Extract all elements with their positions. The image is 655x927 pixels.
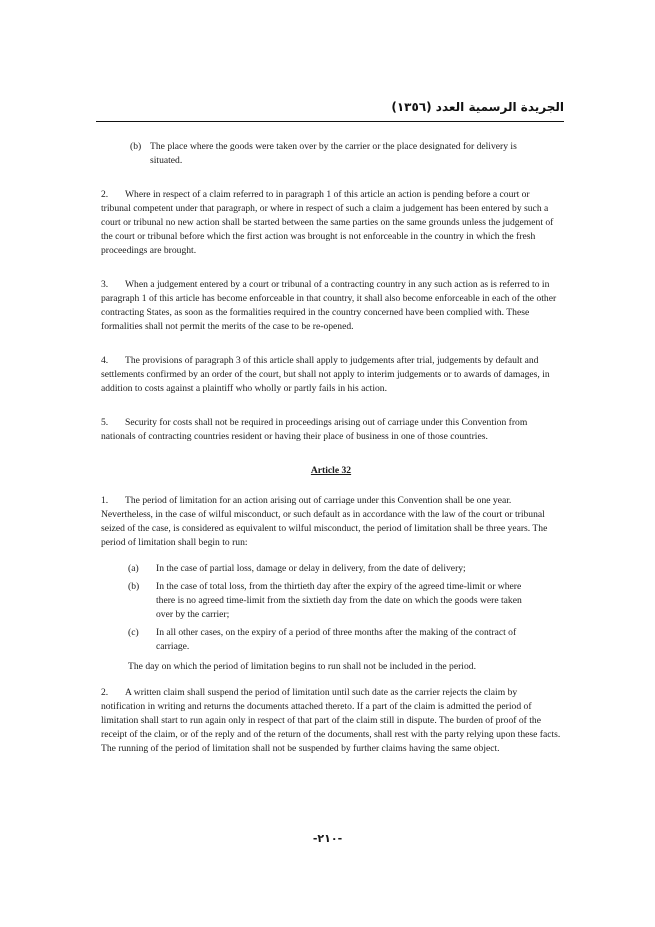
paragraph-number: 3.	[101, 279, 109, 290]
paragraph-number: 2.	[101, 189, 109, 200]
item-label: (a)	[128, 563, 139, 574]
article32-period-note: The day on which the period of limitation begins to run shall not be included in the period.	[128, 661, 476, 672]
item-text: In the case of total loss, from the thirtieth day after the expiry of the agreed time-limit or where there is no agreed time-limit from the sixtieth day from the date on which the goods were taken over by the carrier;	[156, 581, 522, 620]
document-body	[101, 140, 561, 756]
article32-item-c	[128, 626, 533, 654]
paragraph-text: The provisions of paragraph 3 of this article shall apply to judgements after trial, judgements by default and settlements confirmed by an order of the court, but shall not apply to interim judgements or to awards of damages, in addition to costs against a plaintiff who wholly or partly fails in his action.	[101, 355, 550, 394]
paragraph-number: 5.	[101, 417, 109, 428]
page-number: -٢١٠-	[312, 832, 343, 845]
header-rule	[96, 121, 564, 122]
article-heading: Article 32	[310, 465, 352, 476]
paragraph-text: Where in respect of a claim referred to in paragraph 1 of this article an action is pending before a court or tribunal competent under that paragraph, or where in respect of such a claim a judgement has been entered by such a court or tribunal no new action shall be started between the same parties on the same grounds unless the judgement of the court or tribunal before which the first action was brought is not enforceable in the country in which the fresh proceedings are brought.	[101, 189, 554, 256]
paragraph-5	[101, 416, 561, 444]
paragraph-text: The period of limitation for an action arising out of carriage under this Convention shall be one year. Nevertheless, in the case of wilful misconduct, or such default as in accordance with the law of the court or tribunal seized of the case, is considered as equivalent to wilful misconduct, the period of limitation shall be three years. The period of limitation shall begin to run:	[101, 495, 548, 548]
paragraph-text: When a judgement entered by a court or tribunal of a contracting country in any such action as is referred to in paragraph 1 of this article has become enforceable in that country, it shall also become enforceable in each of the other contracting States, as soon as the formalities required in the country concerned have been complied with. These formalities shall not permit the merits of the case to be re-opened.	[101, 279, 557, 332]
item-label: (b)	[130, 141, 142, 152]
item-text: In all other cases, on the expiry of a period of three months after the making of the contract of carriage.	[156, 627, 517, 652]
item-text: The place where the goods were taken over by the carrier or the place designated for delivery is situated.	[150, 141, 517, 166]
paragraph-text: Security for costs shall not be required in proceedings arising out of carriage under this Convention from nationals of contracting countries resident or having their place of business in one of those countries.	[101, 417, 528, 442]
paragraph-2	[101, 188, 561, 258]
paragraph-3	[101, 278, 561, 334]
article32-item-a	[128, 562, 533, 576]
gazette-header-title: الجريدة الرسمية العدد (١٣٥٦)	[391, 100, 564, 114]
paragraph-number: 2.	[101, 687, 109, 698]
article32-paragraph-1	[101, 494, 561, 550]
paragraph-text: A written claim shall suspend the period of limitation until such date as the carrier rejects the claim by notification in writing and returns the documents attached thereto. If a part of the claim is admitted the period of limitation shall start to run again only in respect of that part of the claim still in dispute. The burden of proof of the receipt of the claim, or of the reply and of the return of the documents, shall rest with the party relying upon these facts. The running of the period of limitation shall not be suspended by further claims having the same object.	[101, 687, 561, 754]
paragraph-number: 1.	[101, 495, 109, 506]
item-label: (c)	[128, 627, 139, 638]
article32-paragraph-2	[101, 686, 561, 756]
item-text: In the case of partial loss, damage or delay in delivery, from the date of delivery;	[156, 563, 466, 574]
item-label: (b)	[128, 581, 140, 592]
paragraph-number: 4.	[101, 355, 109, 366]
article32-item-b	[128, 580, 533, 622]
paragraph-4	[101, 354, 561, 396]
paragraph-1b	[130, 140, 551, 168]
page-header	[96, 100, 564, 118]
